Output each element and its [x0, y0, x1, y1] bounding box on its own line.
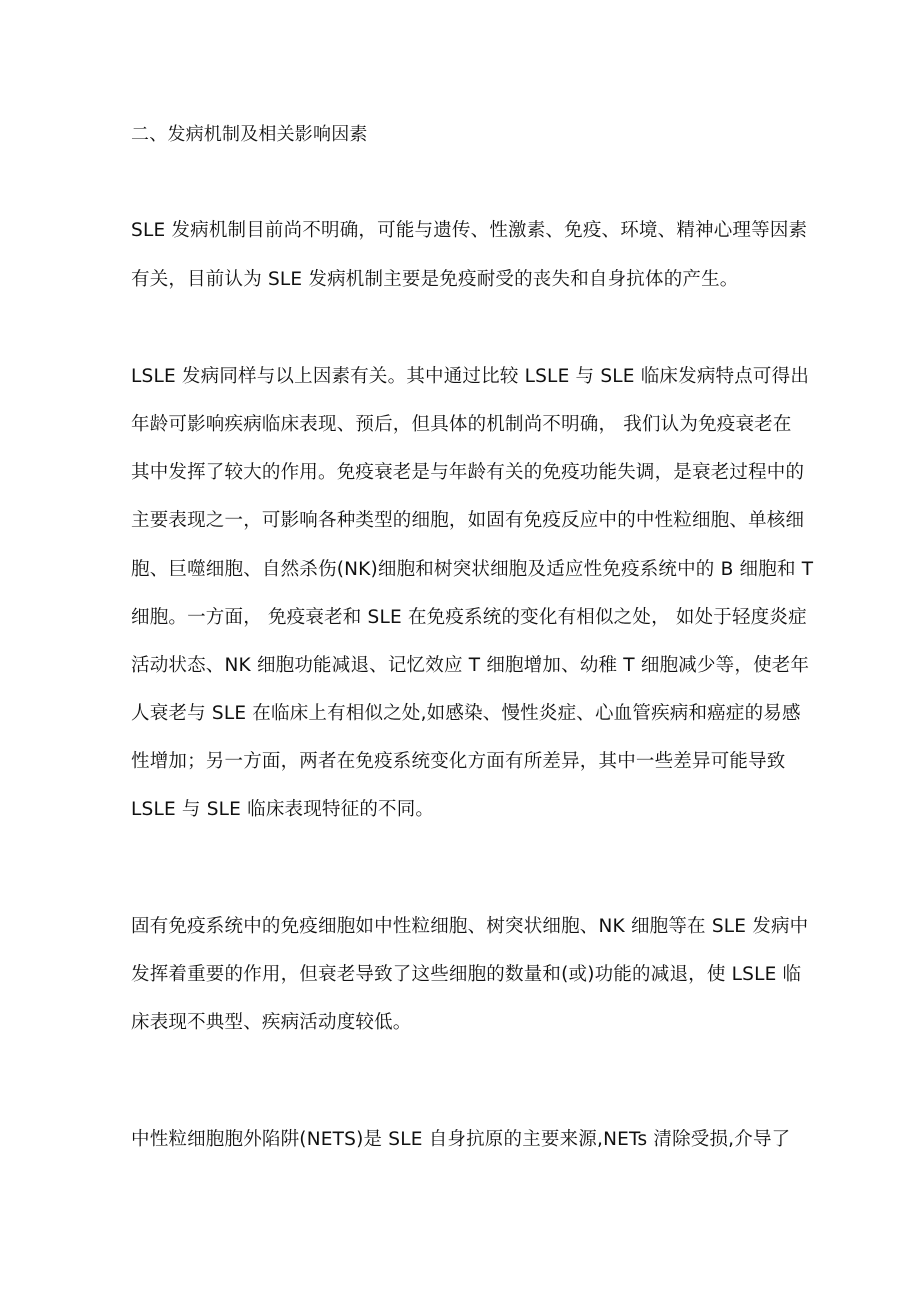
paragraph-line: SLE 发病机制目前尚不明确，可能与遗传、性激素、免疫、环境、精神心理等因素	[131, 220, 808, 241]
paragraph-line: 胞、巨噬细胞、自然杀伤(NK)细胞和树突状细胞及适应性免疫系统中的 B 细胞和 T	[131, 559, 814, 580]
paragraph-line: 主要表现之一，可影响各种类型的细胞，如固有免疫反应中的中性粒细胞、单核细	[131, 510, 805, 531]
paragraph-line: LSLE 发病同样与以上因素有关。其中通过比较 LSLE 与 SLE 临床发病特点可得出	[131, 366, 810, 387]
paragraph-line: 固有免疫系统中的免疫细胞如中性粒细胞、树突状细胞、NK 细胞等在 SLE 发病中	[131, 916, 809, 937]
paragraph-line: 发挥着重要的作用，但衰老导致了这些细胞的数量和(或)功能的减退，使 LSLE 临	[131, 964, 802, 985]
paragraph-line: 中性粒细胞胞外陷阱(NETS)是 SLE 自身抗原的主要来源,NETs 清除受损,介导了	[131, 1129, 791, 1150]
paragraph-line: 细胞。一方面， 免疫衰老和 SLE 在免疫系统的变化有相似之处， 如处于轻度炎症	[131, 607, 807, 628]
paragraph-line: 年龄可影响疾病临床表现、预后，但具体的机制尚不明确， 我们认为免疫衰老在	[131, 414, 792, 435]
paragraph-line: 有关，目前认为 SLE 发病机制主要是免疫耐受的丧失和自身抗体的产生。	[131, 269, 739, 290]
paragraph-line: 性增加；另一方面，两者在免疫系统变化方面有所差异，其中一些差异可能导致	[131, 751, 786, 772]
paragraph-line: 床表现不典型、疾病活动度较低。	[131, 1012, 412, 1033]
paragraph-line: 活动状态、NK 细胞功能减退、记忆效应 T 细胞增加、幼稚 T 细胞减少等，使老年	[131, 655, 810, 676]
section-heading: 二、发病机制及相关影响因素	[131, 124, 368, 145]
paragraph-line: 人衰老与 SLE 在临床上有相似之处,如感染、慢性炎症、心血管疾病和癌症的易感	[131, 703, 801, 724]
paragraph-line: 其中发挥了较大的作用。免疫衰老是与年龄有关的免疫功能失调，是衰老过程中的	[131, 462, 805, 483]
paragraph-line: LSLE 与 SLE 临床表现特征的不同。	[131, 799, 435, 820]
